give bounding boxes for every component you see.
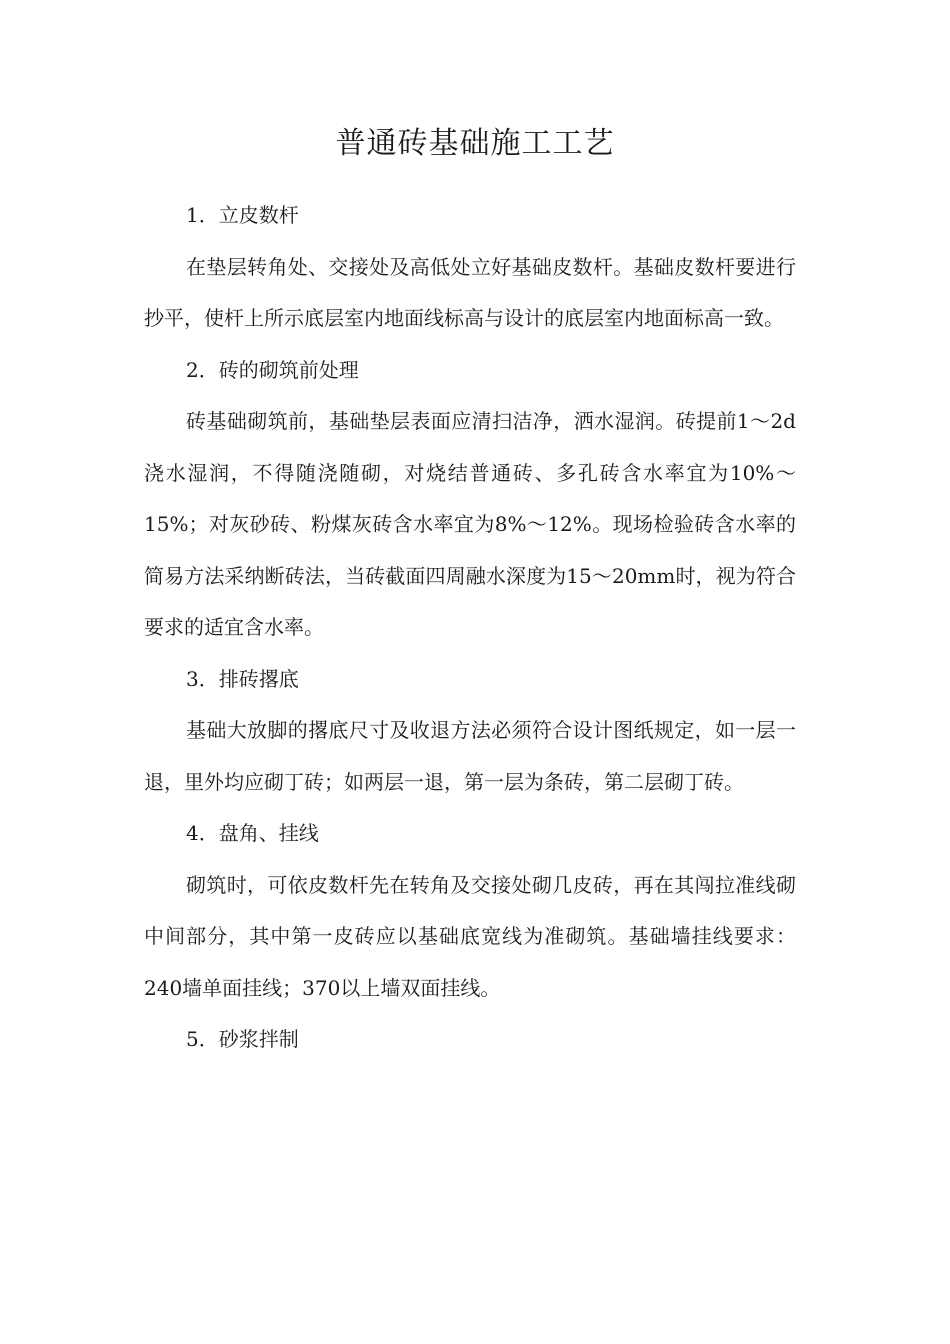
section-paragraph-2: 砖基础砌筑前，基础垫层表面应清扫洁净，洒水湿润。砖提前1～2d浇水湿润，不得随浇随砌，对烧结普通砖、多孔砖含水率宜为10%～15%；对灰砂砖、粉煤灰砖含水率宜为8%～12%。现场检验砖含水率的简易方法采纳断砖法，当砖截面四周融水深度为15～20mm时，视为符合要求的适宜含水率。 <box>144 409 796 639</box>
section-paragraph-4: 砌筑时，可依皮数杆先在转角及交接处砌几皮砖，再在其闯拉准线砌中间部分，其中第一皮砖应以基础底宽线为准砌筑。基础墙挂线要求：240墙单面挂线；370以上墙双面挂线。 <box>144 872 796 1000</box>
document-body <box>144 190 796 1066</box>
section-heading-3: 3．排砖撂底 <box>186 666 299 691</box>
document-title: 普通砖基础施工工艺 <box>335 126 615 161</box>
section-heading-5: 5．砂浆拌制 <box>186 1027 299 1051</box>
section-heading-2: 2．砖的砌筑前处理 <box>186 357 359 382</box>
section-heading-4: 4．盘角、挂线 <box>186 821 319 845</box>
section-paragraph-3: 基础大放脚的撂底尺寸及收退方法必须符合设计图纸规定，如一层一退，里外均应砌丁砖；如两层一退，第一层为条砖，第二层砌丁砖。 <box>144 718 796 794</box>
section-heading-1: 1．立皮数杆 <box>186 203 299 227</box>
section-paragraph-1: 在垫层转角处、交接处及高低处立好基础皮数杆。基础皮数杆要进行抄平，使杆上所示底层室内地面线标高与设计的底层室内地面标高一致。 <box>144 254 796 330</box>
